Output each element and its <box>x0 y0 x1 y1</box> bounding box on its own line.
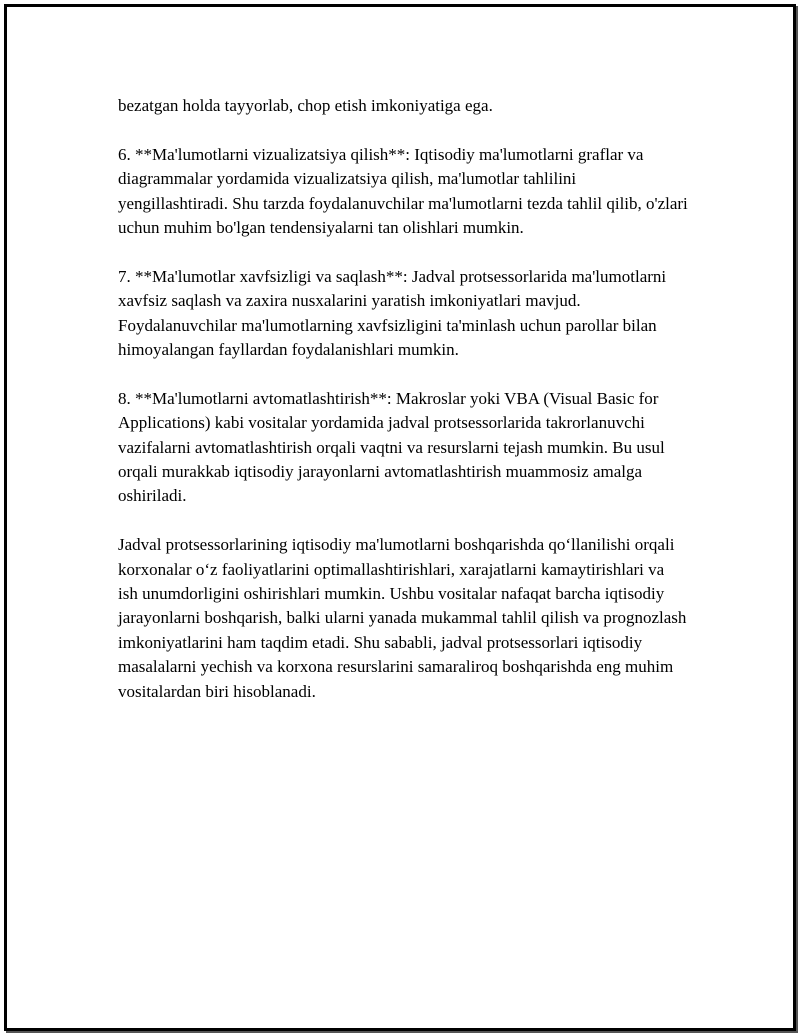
document-body <box>118 94 688 728</box>
paragraph-continuation: bezatgan holda tayyorlab, chop etish imkoniyatiga ega. <box>118 96 493 115</box>
paragraph-item-8: 8. **Ma'lumotlarni avtomatlashtirish**: Makroslar yoki VBA (Visual Basic for Applications) kabi vositalar yordamida jadval protsessorlarida takrorlanuvchi vazifalarni avtomatlashtirish orqali vaqtni va resurslarni tejash mumkin. Bu usul orqali murakkab iqtisodiy jarayonlarni avtomatlashtirish muammosiz amalga oshiriladi. <box>118 388 665 506</box>
paragraph-conclusion: Jadval protsessorlarining iqtisodiy ma'lumotlarni boshqarishda qo‘llanilishi orqali korxonalar o‘z faoliyatlarini optimallashtirishlari, xarajatlarni kamaytirishlari va ish unumdorligini oshirishlari mumkin. Ushbu vositalar nafaqat barcha iqtisodiy jarayonlarni boshqarish, balki ularni yanada mukammal tahlil qilish va prognozlash imkoniyatlarini ham taqdim etadi. Shu sababli, jadval protsessorlari iqtisodiy masalalarni yechish va korxona resurslarini samaraliroq boshqarishda eng muhim vositalardan biri hisoblanadi. <box>118 535 687 701</box>
paragraph-item-7: 7. **Ma'lumotlar xavfsizligi va saqlash**: Jadval protsessorlarida ma'lumotlarni xavfsiz saqlash va zaxira nusxalarini yaratish imkoniyatlari mavjud. Foydalanuvchilar ma'lumotlarning xavfsizligini ta'minlash uchun parollar bilan himoyalangan fayllardan foydalanishlari mumkin. <box>118 266 667 360</box>
paragraph-item-6: 6. **Ma'lumotlarni vizualizatsiya qilish**: Iqtisodiy ma'lumotlarni graflar va diagrammalar yordamida vizualizatsiya qilish, ma'lumotlar tahlilini yengillashtiradi. Shu tarzda foydalanuvchilar ma'lumotlarni tezda tahlil qilib, o'zlari uchun muhim bo'lgan tendensiyalarni tan olishlari mumkin. <box>118 144 688 238</box>
